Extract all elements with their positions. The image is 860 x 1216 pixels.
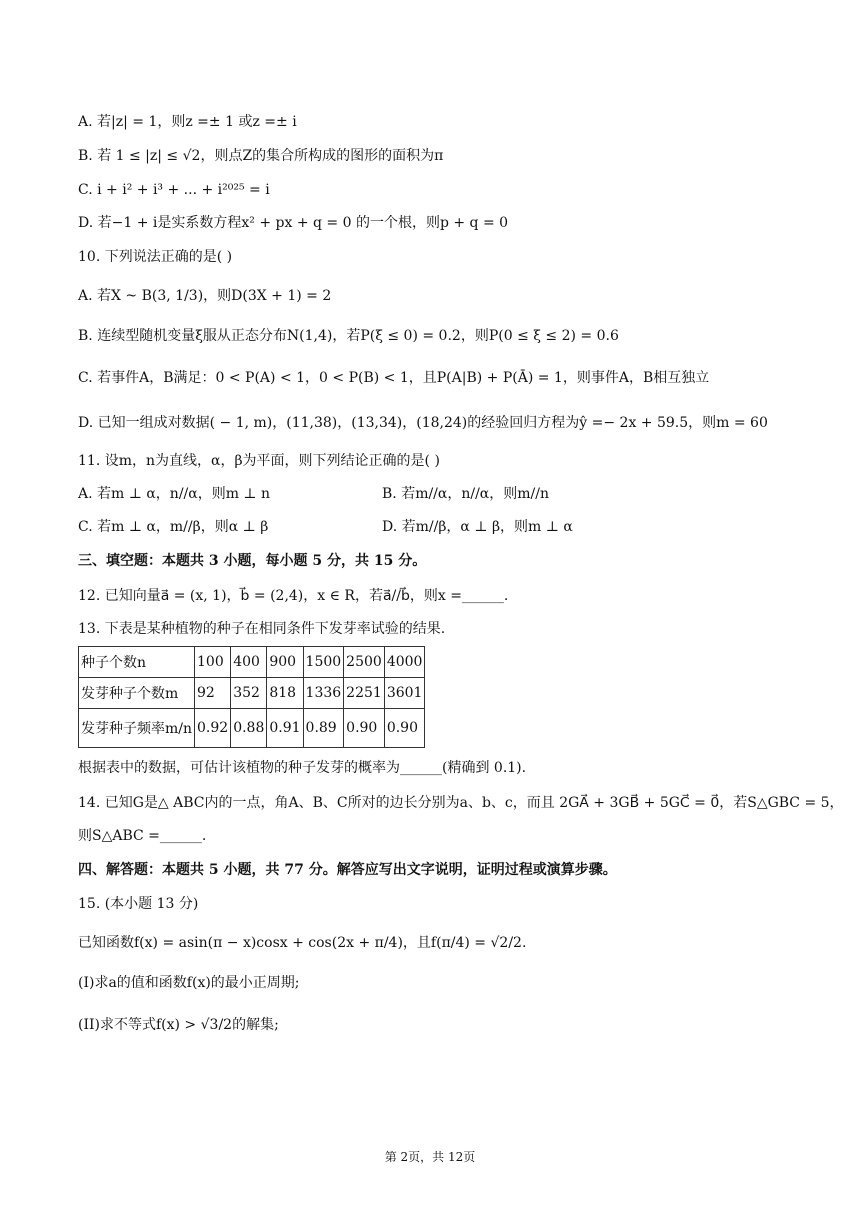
table-cell: 0.88 xyxy=(231,709,267,748)
question-15-part-2: (II)求不等式f(x) > √3/2的解集; xyxy=(78,1017,279,1033)
question-15-stem: 已知函数f(x) = asin(π − x)cosx + cos(2x + π/4)，且f(π/4) = √2/2. xyxy=(78,935,527,951)
table-cell: 400 xyxy=(231,647,267,678)
question-13: 13. 下表是某种植物的种子在相同条件下发芽率试验的结果. xyxy=(78,621,446,637)
question-15-part-1: (I)求a的值和函数f(x)的最小正周期; xyxy=(78,975,300,991)
option-10d: D. 已知一组成对数据( − 1, m)，(11,38)，(13,34)，(18,24)的经验回归方程为ŷ =− 2x + 59.5，则m = 60 xyxy=(78,415,768,431)
germination-table xyxy=(78,646,425,748)
table-row xyxy=(79,709,425,748)
option-9c: C. i + i² + i³ + ... + i²⁰²⁵ = i xyxy=(78,182,270,198)
option-9b: B. 若 1 ≤ |z| ≤ √2，则点Z的集合所构成的图形的面积为π xyxy=(78,148,444,164)
question-12: 12. 已知向量a⃗ = (x, 1)，b⃗ = (2,4)，x ∈ R，若a⃗//b⃗，则x =______. xyxy=(78,588,509,604)
table-cell: 92 xyxy=(195,678,231,709)
table-cell: 3601 xyxy=(384,678,425,709)
table-cell: 0.91 xyxy=(267,709,303,748)
option-11c: C. 若m ⊥ α，m//β，则α ⊥ β xyxy=(78,519,269,535)
table-cell: 900 xyxy=(267,647,303,678)
option-10c: C. 若事件A，B满足：0 < P(A) < 1，0 < P(B) < 1，且P(A|B) + P(Ā) = 1，则事件A，B相互独立 xyxy=(78,370,710,386)
option-11a: A. 若m ⊥ α，n//α，则m ⊥ n xyxy=(78,486,271,502)
table-cell: 种子个数n xyxy=(79,647,195,678)
question-13-followup: 根据表中的数据，可估计该植物的种子发芽的概率为______(精确到 0.1). xyxy=(78,760,527,776)
table-cell: 2251 xyxy=(344,678,385,709)
question-14-answer-line: 则S△ABC =______. xyxy=(78,828,207,844)
question-14: 14. 已知G是△ ABC内的一点，角A、B、C所对的边长分别为a、b、c，而且 2GA⃗ + 3GB⃗ + 5GC⃗ = 0⃗，若S△GBC = 5， xyxy=(78,795,844,811)
table-cell: 1336 xyxy=(303,678,344,709)
table-row xyxy=(79,678,425,709)
table-cell: 2500 xyxy=(344,647,385,678)
option-9d: D. 若−1 + i是实系数方程x² + px + q = 0 的一个根，则p + q = 0 xyxy=(78,215,509,231)
question-11: 11. 设m，n为直线，α，β为平面，则下列结论正确的是( ) xyxy=(78,453,440,469)
table-cell: 0.90 xyxy=(384,709,425,748)
table-row xyxy=(79,647,425,678)
table-cell: 发芽种子个数m xyxy=(79,678,195,709)
table-cell: 0.89 xyxy=(303,709,344,748)
table-cell: 100 xyxy=(195,647,231,678)
table-cell: 4000 xyxy=(384,647,425,678)
table-cell: 0.90 xyxy=(344,709,385,748)
table-cell: 818 xyxy=(267,678,303,709)
question-15: 15. (本小题 13 分) xyxy=(78,896,199,912)
question-10: 10. 下列说法正确的是( ) xyxy=(78,249,233,265)
table-cell: 1500 xyxy=(303,647,344,678)
option-10b: B. 连续型随机变量ξ服从正态分布N(1,4)，若P(ξ ≤ 0) = 0.2，则P(0 ≤ ξ ≤ 2) = 0.6 xyxy=(78,328,619,344)
section-4-heading: 四、解答题：本题共 5 小题，共 77 分。解答应写出文字说明，证明过程或演算步骤。 xyxy=(78,862,617,878)
table-cell: 发芽种子频率m/n xyxy=(79,709,195,748)
page-footer: 第 2页，共 12页 xyxy=(384,1150,476,1164)
table-cell: 352 xyxy=(231,678,267,709)
table-cell: 0.92 xyxy=(195,709,231,748)
option-11b: B. 若m//α，n//α，则m//n xyxy=(382,486,549,502)
option-10a: A. 若X ~ B(3, 1/3)，则D(3X + 1) = 2 xyxy=(78,288,332,304)
option-11d: D. 若m//β，α ⊥ β，则m ⊥ α xyxy=(382,519,573,535)
option-9a: A. 若|z| = 1，则z =± 1 或z =± i xyxy=(78,114,297,130)
section-3-heading: 三、填空题：本题共 3 小题，每小题 5 分，共 15 分。 xyxy=(78,553,427,569)
